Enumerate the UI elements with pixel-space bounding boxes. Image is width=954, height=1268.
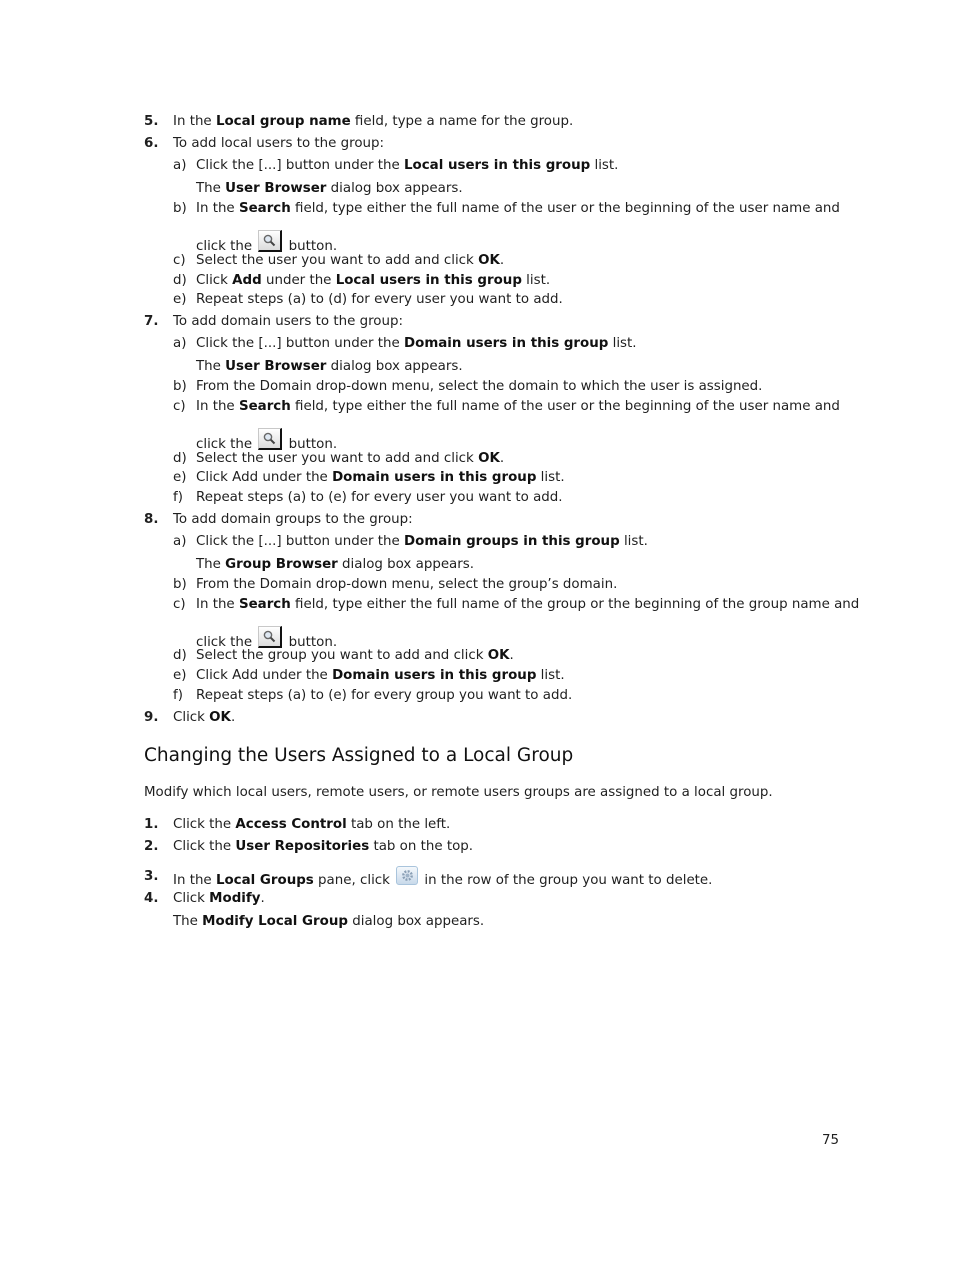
substep-letter: a) xyxy=(173,158,187,173)
step-6a-result: The User Browser dialog box appears. xyxy=(196,181,463,196)
step-number: 1. xyxy=(144,817,159,832)
substep-letter: d) xyxy=(173,273,187,288)
step-6c-text: Select the user you want to add and click OK. xyxy=(196,253,505,268)
search-icon xyxy=(258,230,282,252)
step-7c-text: In the Search field, type either the full name of the user or the beginning of the user name and xyxy=(196,399,840,414)
step-7f-text: Repeat steps (a) to (e) for every user you want to add. xyxy=(196,490,563,505)
modify-step-3-text: In the Local Groups pane, click in the row of the group you want to delete. xyxy=(173,866,712,889)
substep-letter: c) xyxy=(173,399,186,414)
substep-letter: a) xyxy=(173,336,187,351)
step-8-text: To add domain groups to the group: xyxy=(173,512,413,527)
substep-letter: c) xyxy=(173,253,186,268)
step-9-text: Click OK. xyxy=(173,710,236,725)
step-number: 6. xyxy=(144,136,159,151)
substep-letter: c) xyxy=(173,597,186,612)
step-number: 4. xyxy=(144,891,159,906)
substep-letter: f) xyxy=(173,490,183,505)
step-7b-text: From the Domain drop-down menu, select the domain to which the user is assigned. xyxy=(196,379,763,394)
substep-letter: d) xyxy=(173,451,187,466)
step-7e-text: Click Add under the Domain users in this group list. xyxy=(196,470,565,485)
substep-letter: b) xyxy=(173,201,187,216)
substep-letter: d) xyxy=(173,648,187,663)
section-heading: Changing the Users Assigned to a Local Group xyxy=(144,745,574,766)
step-8a-result: The Group Browser dialog box appears. xyxy=(196,557,474,572)
substep-letter: a) xyxy=(173,534,187,549)
substep-letter: e) xyxy=(173,470,187,485)
step-7d-text: Select the user you want to add and click OK. xyxy=(196,451,505,466)
step-7c-click: click the button. xyxy=(196,428,337,453)
step-number: 3. xyxy=(144,869,159,884)
step-number: 2. xyxy=(144,839,159,854)
step-7a-text: Click the [...] button under the Domain users in this group list. xyxy=(196,336,637,351)
step-6d-text: Click Add under the Local users in this group list. xyxy=(196,273,551,288)
step-8a-text: Click the [...] button under the Domain groups in this group list. xyxy=(196,534,648,549)
step-number: 7. xyxy=(144,314,159,329)
section-intro: Modify which local users, remote users, or remote users groups are assigned to a local group. xyxy=(144,785,773,800)
step-7-text: To add domain users to the group: xyxy=(173,314,403,329)
substep-letter: f) xyxy=(173,688,183,703)
step-8b-text: From the Domain drop-down menu, select the group’s domain. xyxy=(196,577,618,592)
step-6b-click: click the button. xyxy=(196,230,337,255)
step-number: 9. xyxy=(144,710,159,725)
modify-step-4-text: Click Modify. xyxy=(173,891,265,906)
step-6b-text: In the Search field, type either the full name of the user or the beginning of the user name and xyxy=(196,201,840,216)
step-6a-text: Click the [...] button under the Local users in this group list. xyxy=(196,158,619,173)
modify-step-1-text: Click the Access Control tab on the left. xyxy=(173,817,451,832)
modify-step-2-text: Click the User Repositories tab on the top. xyxy=(173,839,474,854)
step-8d-text: Select the group you want to add and click OK. xyxy=(196,648,514,663)
step-number: 5. xyxy=(144,114,159,129)
substep-letter: e) xyxy=(173,668,187,683)
step-number: 8. xyxy=(144,512,159,527)
gear-icon xyxy=(396,866,418,885)
search-icon xyxy=(258,428,282,450)
step-7a-result: The User Browser dialog box appears. xyxy=(196,359,463,374)
modify-step-4-result: The Modify Local Group dialog box appears. xyxy=(173,914,485,929)
substep-letter: b) xyxy=(173,379,187,394)
step-6e-text: Repeat steps (a) to (d) for every user you want to add. xyxy=(196,292,563,307)
search-icon xyxy=(258,626,282,648)
substep-letter: e) xyxy=(173,292,187,307)
substep-letter: b) xyxy=(173,577,187,592)
page-number: 75 xyxy=(822,1133,840,1148)
step-5-text: In the Local group name field, type a name for the group. xyxy=(173,114,574,129)
step-8e-text: Click Add under the Domain users in this group list. xyxy=(196,668,565,683)
step-8c-text: In the Search field, type either the full name of the group or the beginning of the group name and xyxy=(196,597,860,612)
step-8f-text: Repeat steps (a) to (e) for every group you want to add. xyxy=(196,688,573,703)
step-8c-click: click the button. xyxy=(196,626,337,651)
step-6-text: To add local users to the group: xyxy=(173,136,385,151)
